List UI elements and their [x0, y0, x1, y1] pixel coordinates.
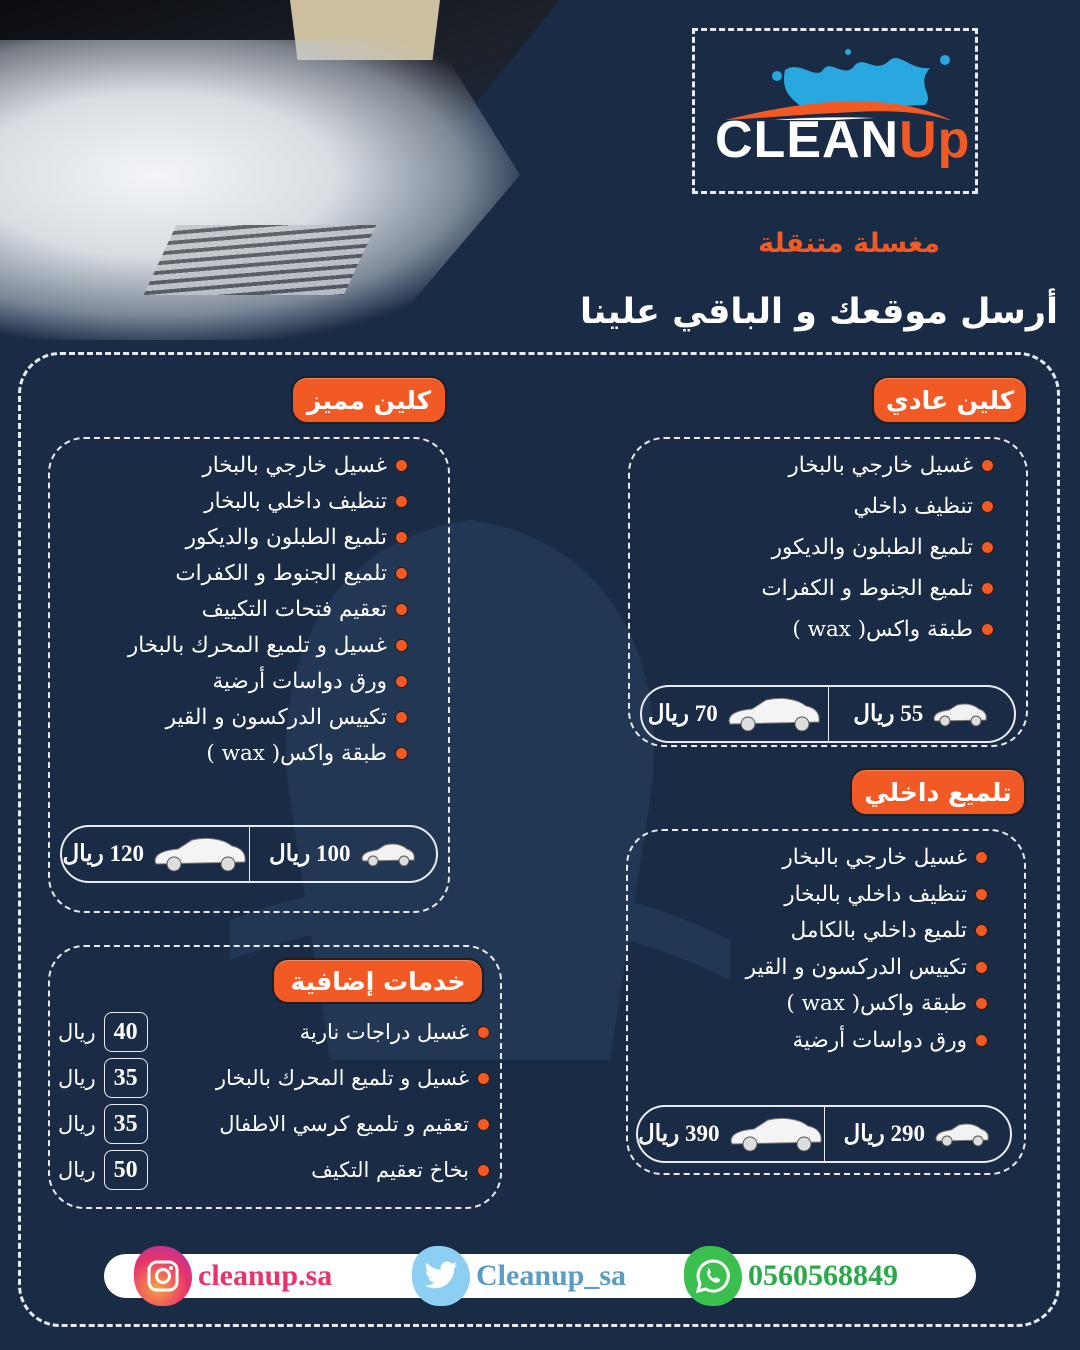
contact-bar: [104, 1254, 976, 1298]
bullet-icon: [981, 541, 994, 554]
large-car-icon: [726, 695, 822, 733]
list-item: غسيل خارجي بالبخار: [128, 453, 408, 478]
list-item: تلميع الطبلون والديكور: [761, 535, 994, 560]
addons-title: خدمات إضافية: [272, 958, 484, 1004]
list-item: تعقيم فتحات التكييف: [128, 597, 408, 622]
bullet-icon: [395, 711, 408, 724]
list-item: طبقة واكس( wax ): [746, 991, 988, 1016]
currency-label: ريال: [58, 1112, 96, 1136]
water-splash-icon: [705, 40, 965, 120]
bullet-icon: [395, 747, 408, 760]
bullet-icon: [975, 1034, 988, 1047]
price-small-car: 290 ريال: [825, 1107, 1011, 1161]
bullet-icon: [975, 888, 988, 901]
price-bar-interior: [636, 1105, 1012, 1163]
list-item: طبقة واكس( wax ): [761, 617, 994, 642]
bullet-icon: [975, 924, 988, 937]
bullet-icon: [477, 1164, 490, 1177]
package-items-interior: [746, 845, 988, 1053]
bullet-icon: [395, 603, 408, 616]
brand-name-up: Up: [899, 111, 971, 169]
brand-logo: [705, 40, 971, 190]
whatsapp-link[interactable]: 0560568849: [684, 1246, 898, 1306]
addon-row: بخاخ تعقيم التكيف 50 ريال: [58, 1148, 490, 1192]
bullet-icon: [395, 567, 408, 580]
package-title-interior: تلميع داخلي: [850, 768, 1026, 816]
bullet-icon: [975, 961, 988, 974]
currency-label: ريال: [58, 1066, 96, 1090]
list-item: تنظيف داخلي بالبخار: [128, 489, 408, 514]
list-item: تلميع الجنوط و الكفرات: [128, 561, 408, 586]
list-item: تنظيف داخلي بالبخار: [746, 882, 988, 907]
price-large-car: 120 ريال: [62, 827, 250, 881]
list-item: غسيل خارجي بالبخار: [746, 845, 988, 870]
list-item: غسيل و تلميع المحرك بالبخار: [128, 633, 408, 658]
package-title-regular: كلين عادي: [872, 376, 1028, 424]
price-large-car: 390 ريال: [638, 1107, 825, 1161]
package-card-interior: [626, 829, 1026, 1175]
addon-row: تعقيم و تلميع كرسي الاطفال 35 ريال: [58, 1102, 490, 1146]
list-item: تكييس الدركسون و القير: [128, 705, 408, 730]
currency-label: ريال: [58, 1158, 96, 1182]
list-item: ورق دواسات أرضية: [128, 669, 408, 694]
addon-row: غسيل و تلميع المحرك بالبخار 35 ريال: [58, 1056, 490, 1100]
price-small-car: 100 ريال: [250, 827, 437, 881]
instagram-link[interactable]: cleanup.sa: [134, 1246, 332, 1306]
package-card-premium: [48, 437, 450, 913]
bullet-icon: [395, 459, 408, 472]
price-large-car: 70 ريال: [642, 687, 829, 741]
list-item: تكييس الدركسون و القير: [746, 955, 988, 980]
list-item: ورق دواسات أرضية: [746, 1028, 988, 1053]
price-bar-regular: [640, 685, 1016, 743]
small-car-icon: [931, 701, 989, 727]
bullet-icon: [477, 1026, 490, 1039]
list-item: تنظيف داخلي: [761, 494, 994, 519]
price-small-car: 55 ريال: [829, 687, 1015, 741]
price-badge: 40: [104, 1012, 148, 1052]
price-badge: 35: [104, 1058, 148, 1098]
twitter-icon: [412, 1246, 470, 1306]
package-card-regular: [628, 437, 1028, 747]
price-badge: 50: [104, 1150, 148, 1190]
bullet-icon: [395, 495, 408, 508]
large-car-icon: [728, 1115, 824, 1153]
list-item: تلميع الطبلون والديكور: [128, 525, 408, 550]
tagline: أرسل موقعك و الباقي علينا: [580, 292, 1058, 332]
bullet-icon: [395, 531, 408, 544]
subtitle: مغسلة متنقلة: [758, 228, 940, 259]
small-car-icon: [933, 1121, 991, 1147]
package-items-regular: [761, 453, 994, 642]
list-item: تلميع الجنوط و الكفرات: [761, 576, 994, 601]
bullet-icon: [981, 500, 994, 513]
bullet-icon: [975, 997, 988, 1010]
package-title-premium: كلين مميز: [291, 376, 447, 424]
hero-steam-car-photo: [0, 0, 600, 360]
addons-list: [58, 1010, 490, 1192]
bullet-icon: [981, 623, 994, 636]
list-item: طبقة واكس( wax ): [128, 741, 408, 766]
instagram-icon: [134, 1246, 192, 1306]
currency-label: ريال: [58, 1020, 96, 1044]
list-item: غسيل خارجي بالبخار: [761, 453, 994, 478]
bullet-icon: [981, 459, 994, 472]
price-bar-premium: [60, 825, 438, 883]
bullet-icon: [395, 675, 408, 688]
small-car-icon: [359, 841, 417, 867]
bullet-icon: [477, 1072, 490, 1085]
bullet-icon: [975, 851, 988, 864]
bullet-icon: [981, 582, 994, 595]
large-car-icon: [152, 835, 248, 873]
bullet-icon: [395, 639, 408, 652]
package-items-premium: [128, 453, 408, 766]
addon-row: غسيل دراجات نارية 40 ريال: [58, 1010, 490, 1054]
bullet-icon: [477, 1118, 490, 1131]
brand-name-clean: CLEAN: [715, 111, 900, 169]
list-item: تلميع داخلي بالكامل: [746, 918, 988, 943]
price-badge: 35: [104, 1104, 148, 1144]
whatsapp-icon: [684, 1246, 742, 1306]
twitter-link[interactable]: Cleanup_sa: [412, 1246, 626, 1306]
